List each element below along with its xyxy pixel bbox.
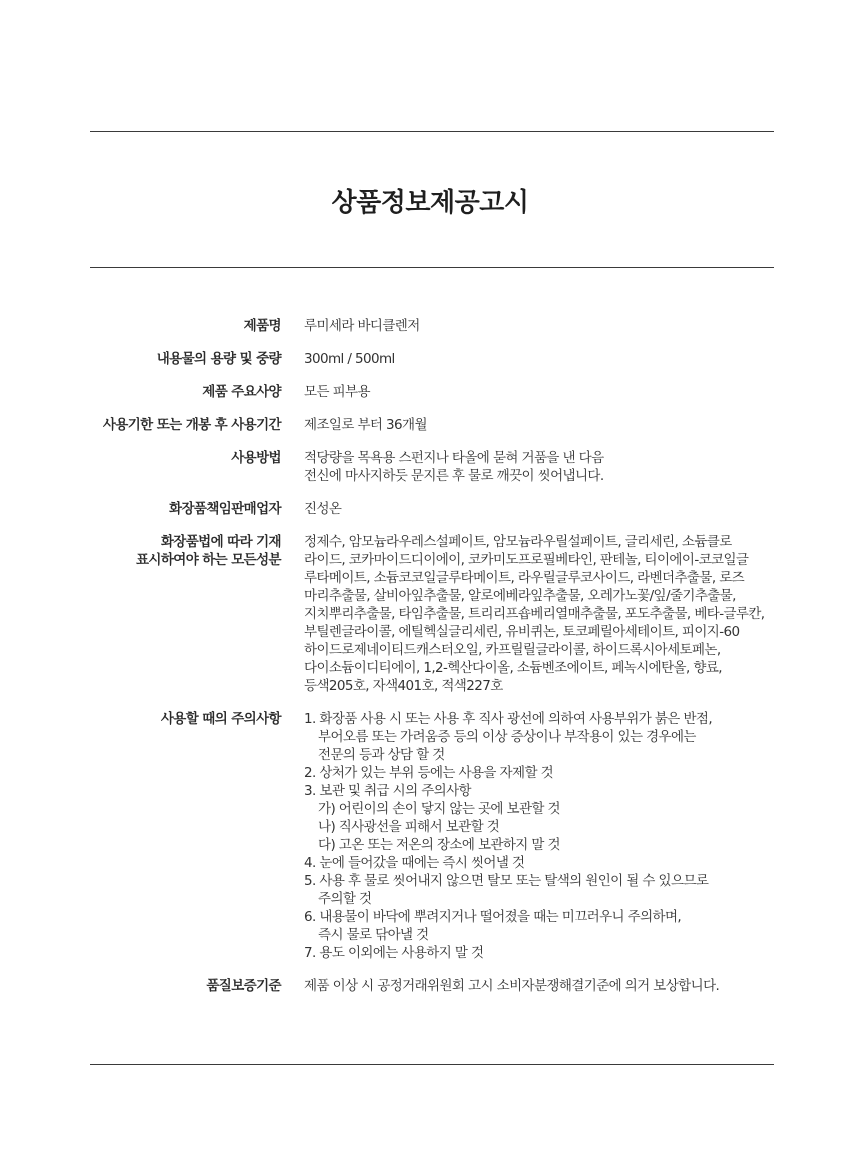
info-row — [0, 449, 860, 485]
info-row-value — [304, 449, 774, 485]
value-line: 정제수, 암모늄라우레스설페이트, 암모늄라우릴설페이트, 글리세린, 소듐클로 — [304, 534, 732, 550]
value-line: 루타메이트, 소듐코코일글루타메이트, 라우릴글루코사이드, 라벤더추출물, 로즈 — [304, 570, 745, 586]
info-row — [0, 350, 860, 368]
info-row-value — [304, 977, 774, 995]
info-row — [0, 317, 860, 335]
info-row — [0, 416, 860, 434]
page-title: 상품정보제공고시 — [331, 188, 529, 218]
value-line: 300ml / 500ml — [304, 351, 395, 367]
value-line: 4. 눈에 들어갔을 때에는 즉시 씻어낼 것 — [304, 855, 525, 871]
bottom-divider — [90, 1064, 774, 1065]
value-line: 2. 상처가 있는 부위 등에는 사용을 자제할 것 — [304, 765, 554, 781]
value-line: 1. 화장품 사용 시 또는 사용 후 직사 광선에 의하여 사용부위가 붉은 반점, — [304, 711, 713, 727]
value-line: 다이소듐이디티에이, 1,2-헥산다이올, 소듐벤조에이트, 페녹시에탄올, 향료, — [304, 660, 722, 676]
value-line: 즉시 물로 닦아낼 것 — [318, 927, 429, 943]
value-line: 제품 이상 시 공정거래위원회 고시 소비자분쟁해결기준에 의거 보상합니다. — [304, 978, 720, 994]
info-row — [0, 383, 860, 401]
info-row-value — [304, 500, 774, 518]
info-row-label: 사용방법 — [231, 450, 281, 466]
value-line: 나) 직사광선을 피해서 보관할 것 — [318, 819, 500, 835]
value-line: 6. 내용물이 바닥에 뿌려지거나 떨어졌을 때는 미끄러우니 주의하며, — [304, 909, 682, 925]
value-line: 지치뿌리추출물, 타임추출물, 트리리프숍베리열매추출물, 포도추출물, 베타-글루칸, — [304, 606, 765, 622]
info-row-label: 사용기한 또는 개봉 후 사용기간 — [102, 417, 281, 433]
info-row-label: 화장품법에 따라 기재 표시하여야 하는 모든성분 — [135, 534, 281, 568]
info-row — [0, 977, 860, 995]
value-line: 등색205호, 자색401호, 적색227호 — [304, 678, 503, 694]
value-line: 진성온 — [304, 501, 342, 517]
info-row — [0, 500, 860, 518]
value-line: 가) 어린이의 손이 닿지 않는 곳에 보관할 것 — [318, 801, 561, 817]
info-row — [0, 710, 860, 962]
value-line: 주의할 것 — [318, 891, 372, 907]
value-line: 루미세라 바디클렌저 — [304, 318, 420, 334]
info-row-value — [304, 416, 774, 434]
info-row-label: 제품 주요사양 — [202, 384, 281, 400]
info-row-label: 품질보증기준 — [206, 978, 281, 994]
value-line: 5. 사용 후 물로 씻어내지 않으면 탈모 또는 탈색의 원인이 될 수 있으므로 — [304, 873, 709, 889]
info-row-value — [304, 533, 774, 695]
info-row-label: 제품명 — [243, 318, 281, 334]
value-line: 전신에 마사지하듯 문지른 후 물로 깨끗이 씻어냅니다. — [304, 468, 604, 484]
value-line: 전문의 등과 상담 할 것 — [318, 747, 445, 763]
info-row-label: 내용물의 용량 및 중량 — [156, 351, 281, 367]
value-line: 7. 용도 이외에는 사용하지 말 것 — [304, 945, 484, 961]
value-line: 적당량을 목욕용 스펀지나 타올에 묻혀 거품을 낸 다음 — [304, 450, 604, 466]
value-line: 다) 고온 또는 저온의 장소에 보관하지 말 것 — [318, 837, 561, 853]
value-line: 하이드로제네이티드캐스터오일, 카프릴릴글라이콜, 하이드록시아세토페논, — [304, 642, 721, 658]
value-line: 마리추출물, 살비아잎추출물, 알로에베라잎추출물, 오레가노꽃/잎/줄기추출물, — [304, 588, 736, 604]
info-row-value — [304, 317, 774, 335]
product-info-table — [0, 317, 860, 1010]
value-line: 제조일로 부터 36개월 — [304, 417, 427, 433]
info-row-value — [304, 710, 774, 962]
value-line: 3. 보관 및 취급 시의 주의사항 — [304, 783, 471, 799]
info-row-value — [304, 383, 774, 401]
info-row-label: 사용할 때의 주의사항 — [160, 711, 281, 727]
value-line: 부어오름 또는 가려움증 등의 이상 증상이나 부작용이 있는 경우에는 — [318, 729, 696, 745]
value-line: 라이드, 코카마이드디이에이, 코카미도프로필베타인, 판테놀, 티이에이-코코일글 — [304, 552, 749, 568]
value-line: 부틸렌글라이콜, 에틸헥실글리세린, 유비퀴논, 토코페릴아세테이트, 피이지-60 — [304, 624, 740, 640]
top-divider — [90, 131, 774, 132]
value-line: 모든 피부용 — [304, 384, 370, 400]
info-row-value — [304, 350, 774, 368]
title-divider — [90, 267, 774, 268]
info-row — [0, 533, 860, 695]
info-row-label: 화장품책임판매업자 — [169, 501, 281, 517]
